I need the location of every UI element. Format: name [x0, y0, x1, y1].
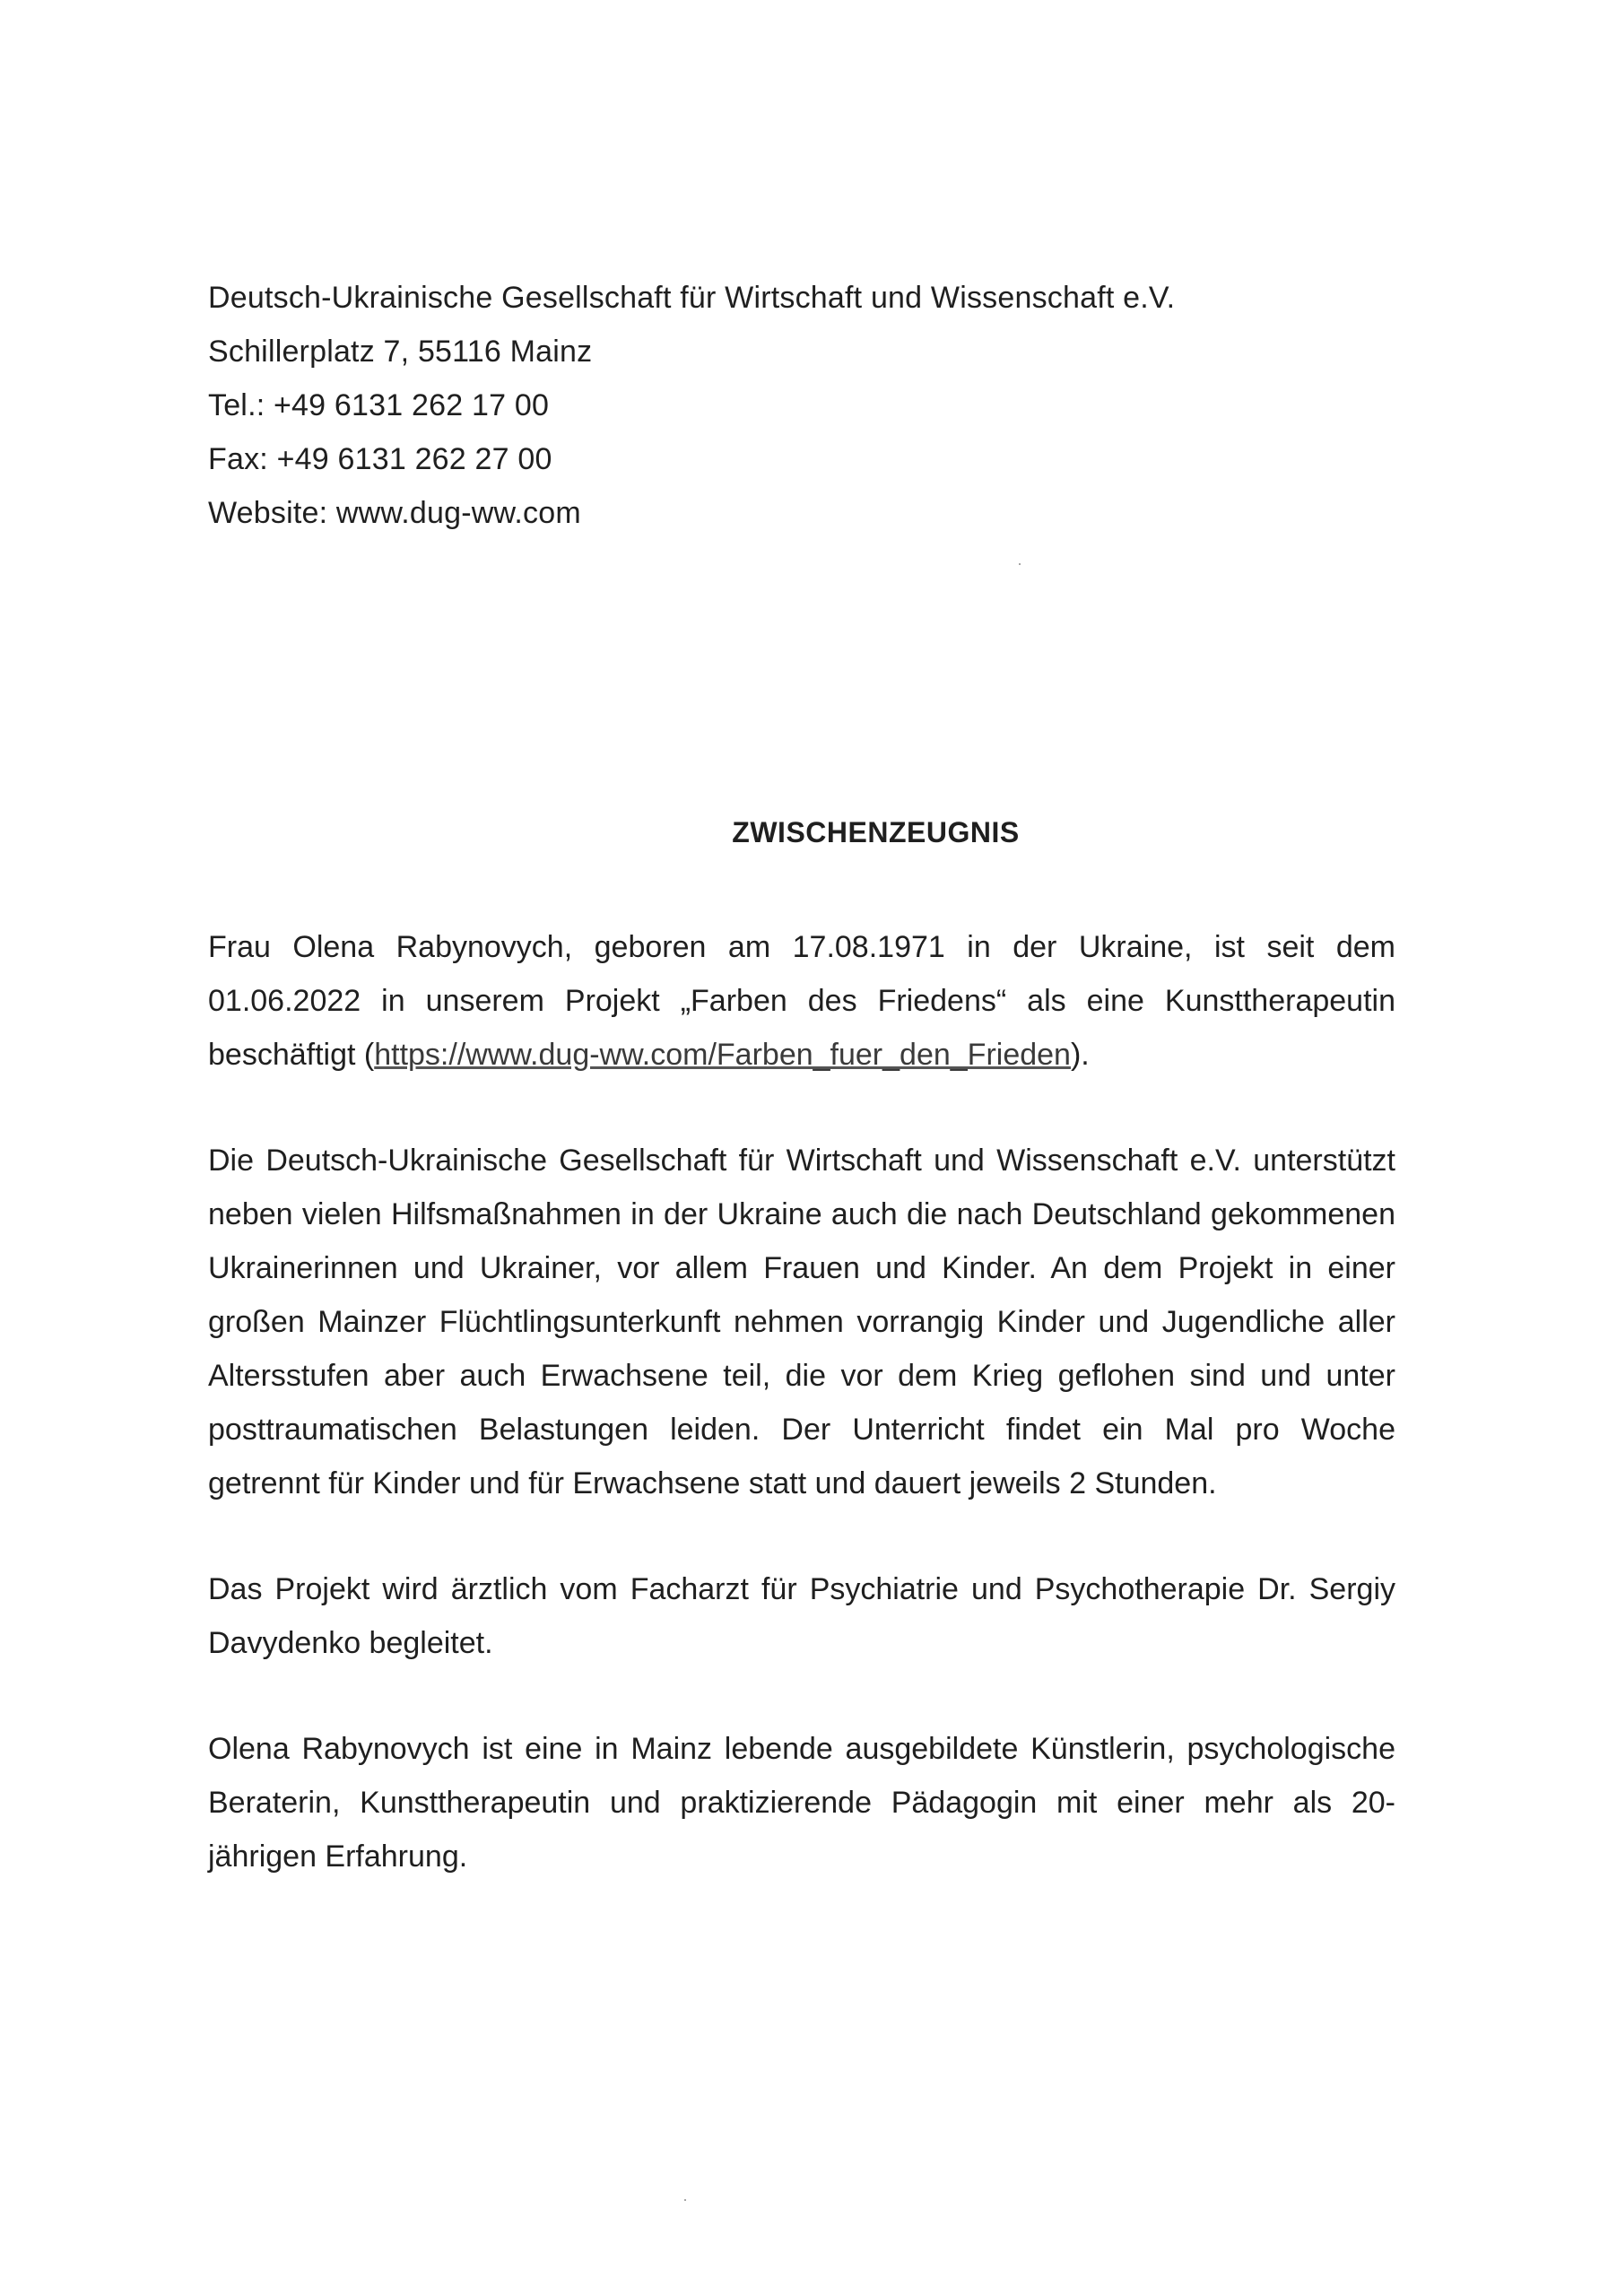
sender-fax: Fax: +49 6131 262 27 00	[208, 442, 552, 476]
sender-telephone: Tel.: +49 6131 262 17 00	[208, 388, 550, 422]
paragraph-employment	[208, 920, 1395, 1082]
sender-website: Website: www.dug-ww.com	[208, 496, 581, 530]
scan-speck	[684, 2199, 686, 2201]
project-link[interactable]: https://www.dug-ww.com/Farben_fuer_den_Frieden	[374, 1038, 1071, 1072]
document-body	[208, 920, 1395, 1935]
paragraph-qualification: Olena Rabynovych ist eine in Mainz lebende ausgebildete Künstlerin, psychologische Beraterin, Kunsttherapeutin und praktizierende Pädagogin mit einer mehr als 20-jährigen Erfahrung.	[208, 1732, 1395, 1874]
sender-organization: Deutsch-Ukrainische Gesellschaft für Wirtschaft und Wissenschaft e.V.	[208, 281, 1176, 315]
document-title: ZWISCHENZEUGNIS	[732, 816, 1020, 848]
paragraph-organization: Die Deutsch-Ukrainische Gesellschaft für Wirtschaft und Wissenschaft e.V. unterstützt neben vielen Hilfsmaßnahmen in der Ukraine auch die nach Deutschland gekommenen Ukrainerinnen und Ukrainer, vor allem Frauen und Kinder. An dem Projekt in einer großen Mainzer Flüchtlingsunterkunft nehmen vorrangig Kinder und Jugendliche aller Altersstufen aber auch Erwachsene teil, die vor dem Krieg geflohen sind und unter posttraumatischen Belastungen leiden. Der Unterricht findet ein Mal pro Woche getrennt für Kinder und für Erwachsene statt und dauert jeweils 2 Stunden.	[208, 1144, 1395, 1500]
sender-block	[208, 271, 1175, 540]
sender-address: Schillerplatz 7, 55116 Mainz	[208, 335, 593, 369]
paragraph-employment-text: Frau Olena Rabynovych, geboren am 17.08.1971 in der Ukraine, ist seit dem 01.06.2022 in unserem Projekt „Farben des Friedens“ als eine Kunsttherapeutin beschäftigt (	[208, 930, 1395, 1072]
paragraph-medical-supervision: Das Projekt wird ärztlich vom Facharzt für Psychiatrie und Psychotherapie Dr. Sergiy Davydenko begleitet.	[208, 1572, 1395, 1660]
scan-speck	[1019, 563, 1021, 565]
paragraph-employment-closing: ).	[1070, 1038, 1090, 1072]
